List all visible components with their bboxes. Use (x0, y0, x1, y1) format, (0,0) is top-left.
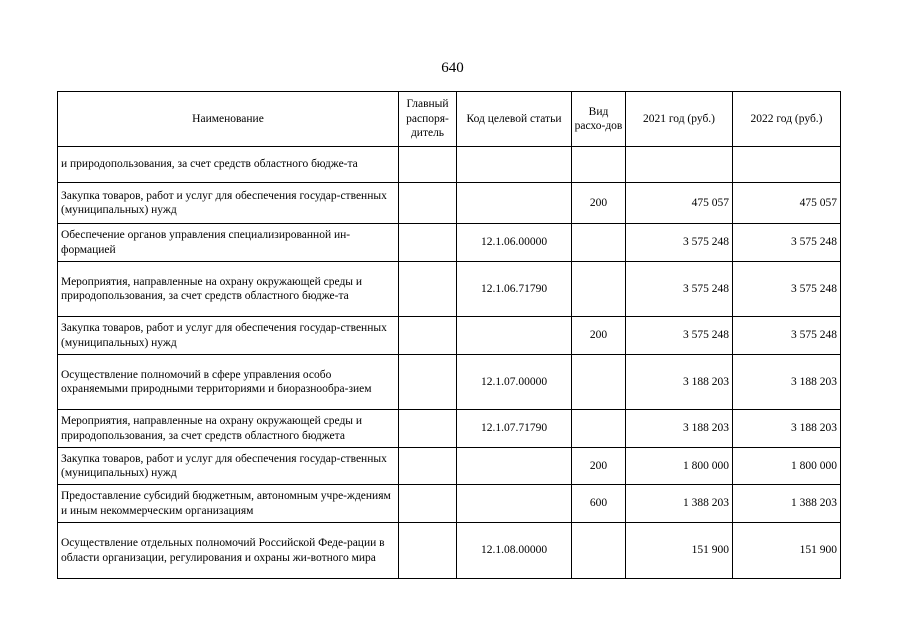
table-row (58, 147, 841, 183)
cell-name: и природопользования, за счет средств областного бюдже-та (58, 147, 399, 183)
cell-2022: 3 575 248 (733, 262, 841, 317)
cell-2022: 151 900 (733, 523, 841, 579)
table-header-row (58, 92, 841, 147)
header-code: Код целевой статьи (457, 92, 572, 147)
cell-2021: 3 575 248 (626, 317, 733, 355)
cell-2021 (626, 147, 733, 183)
cell-glav (399, 355, 457, 410)
cell-glav (399, 448, 457, 485)
cell-2021: 3 575 248 (626, 224, 733, 262)
header-glav: Главный распоря-дитель (399, 92, 457, 147)
cell-code: 12.1.08.00000 (457, 523, 572, 579)
table-row (58, 485, 841, 523)
header-name: Наименование (58, 92, 399, 147)
cell-2021: 3 188 203 (626, 410, 733, 448)
cell-name: Мероприятия, направленные на охрану окружающей среды и природопользования, за счет средств областного бюдже-та (58, 262, 399, 317)
cell-type: 200 (572, 448, 626, 485)
cell-2022: 3 188 203 (733, 355, 841, 410)
table-row (58, 523, 841, 579)
cell-2021: 151 900 (626, 523, 733, 579)
cell-name: Закупка товаров, работ и услуг для обеспечения государ-ственных (муниципальных) нужд (58, 448, 399, 485)
cell-code (457, 448, 572, 485)
cell-code: 12.1.07.71790 (457, 410, 572, 448)
cell-2021: 1 388 203 (626, 485, 733, 523)
cell-glav (399, 410, 457, 448)
cell-glav (399, 183, 457, 224)
table-row (58, 355, 841, 410)
cell-2021: 475 057 (626, 183, 733, 224)
table-row (58, 410, 841, 448)
cell-2022 (733, 147, 841, 183)
cell-name: Мероприятия, направленные на охрану окружающей среды и природопользования, за счет средств областного бюджета (58, 410, 399, 448)
cell-name: Закупка товаров, работ и услуг для обеспечения государ-ственных (муниципальных) нужд (58, 317, 399, 355)
cell-code: 12.1.06.00000 (457, 224, 572, 262)
cell-code (457, 183, 572, 224)
cell-type (572, 523, 626, 579)
cell-2022: 1 800 000 (733, 448, 841, 485)
cell-type (572, 224, 626, 262)
table-row (58, 183, 841, 224)
cell-2022: 3 188 203 (733, 410, 841, 448)
header-type: Вид расхо-дов (572, 92, 626, 147)
cell-glav (399, 224, 457, 262)
cell-type (572, 147, 626, 183)
budget-table (57, 91, 841, 579)
cell-name: Осуществление отдельных полномочий Российской Феде-рации в области организации, регулирования и охраны жи-вотного мира (58, 523, 399, 579)
cell-code: 12.1.07.00000 (457, 355, 572, 410)
page-number: 640 (441, 60, 464, 76)
cell-code: 12.1.06.71790 (457, 262, 572, 317)
cell-type: 200 (572, 317, 626, 355)
cell-2022: 3 575 248 (733, 317, 841, 355)
cell-code (457, 147, 572, 183)
table-row (58, 262, 841, 317)
header-2021: 2021 год (руб.) (626, 92, 733, 147)
cell-2022: 3 575 248 (733, 224, 841, 262)
cell-glav (399, 262, 457, 317)
cell-glav (399, 485, 457, 523)
cell-2022: 475 057 (733, 183, 841, 224)
table-row (58, 317, 841, 355)
cell-name: Закупка товаров, работ и услуг для обеспечения государ-ственных (муниципальных) нужд (58, 183, 399, 224)
cell-2021: 3 188 203 (626, 355, 733, 410)
cell-2021: 1 800 000 (626, 448, 733, 485)
cell-glav (399, 523, 457, 579)
cell-name: Обеспечение органов управления специализированной ин-формацией (58, 224, 399, 262)
table-row (58, 224, 841, 262)
header-2022: 2022 год (руб.) (733, 92, 841, 147)
cell-type: 200 (572, 183, 626, 224)
cell-glav (399, 147, 457, 183)
cell-2021: 3 575 248 (626, 262, 733, 317)
cell-type (572, 410, 626, 448)
cell-name: Предоставление субсидий бюджетным, автономным учре-ждениям и иным некоммерческим организациям (58, 485, 399, 523)
cell-type: 600 (572, 485, 626, 523)
cell-type (572, 262, 626, 317)
cell-code (457, 317, 572, 355)
cell-name: Осуществление полномочий в сфере управления особо охраняемыми природными территориями и биоразнообра-зием (58, 355, 399, 410)
table-row (58, 448, 841, 485)
cell-type (572, 355, 626, 410)
cell-glav (399, 317, 457, 355)
cell-code (457, 485, 572, 523)
cell-2022: 1 388 203 (733, 485, 841, 523)
